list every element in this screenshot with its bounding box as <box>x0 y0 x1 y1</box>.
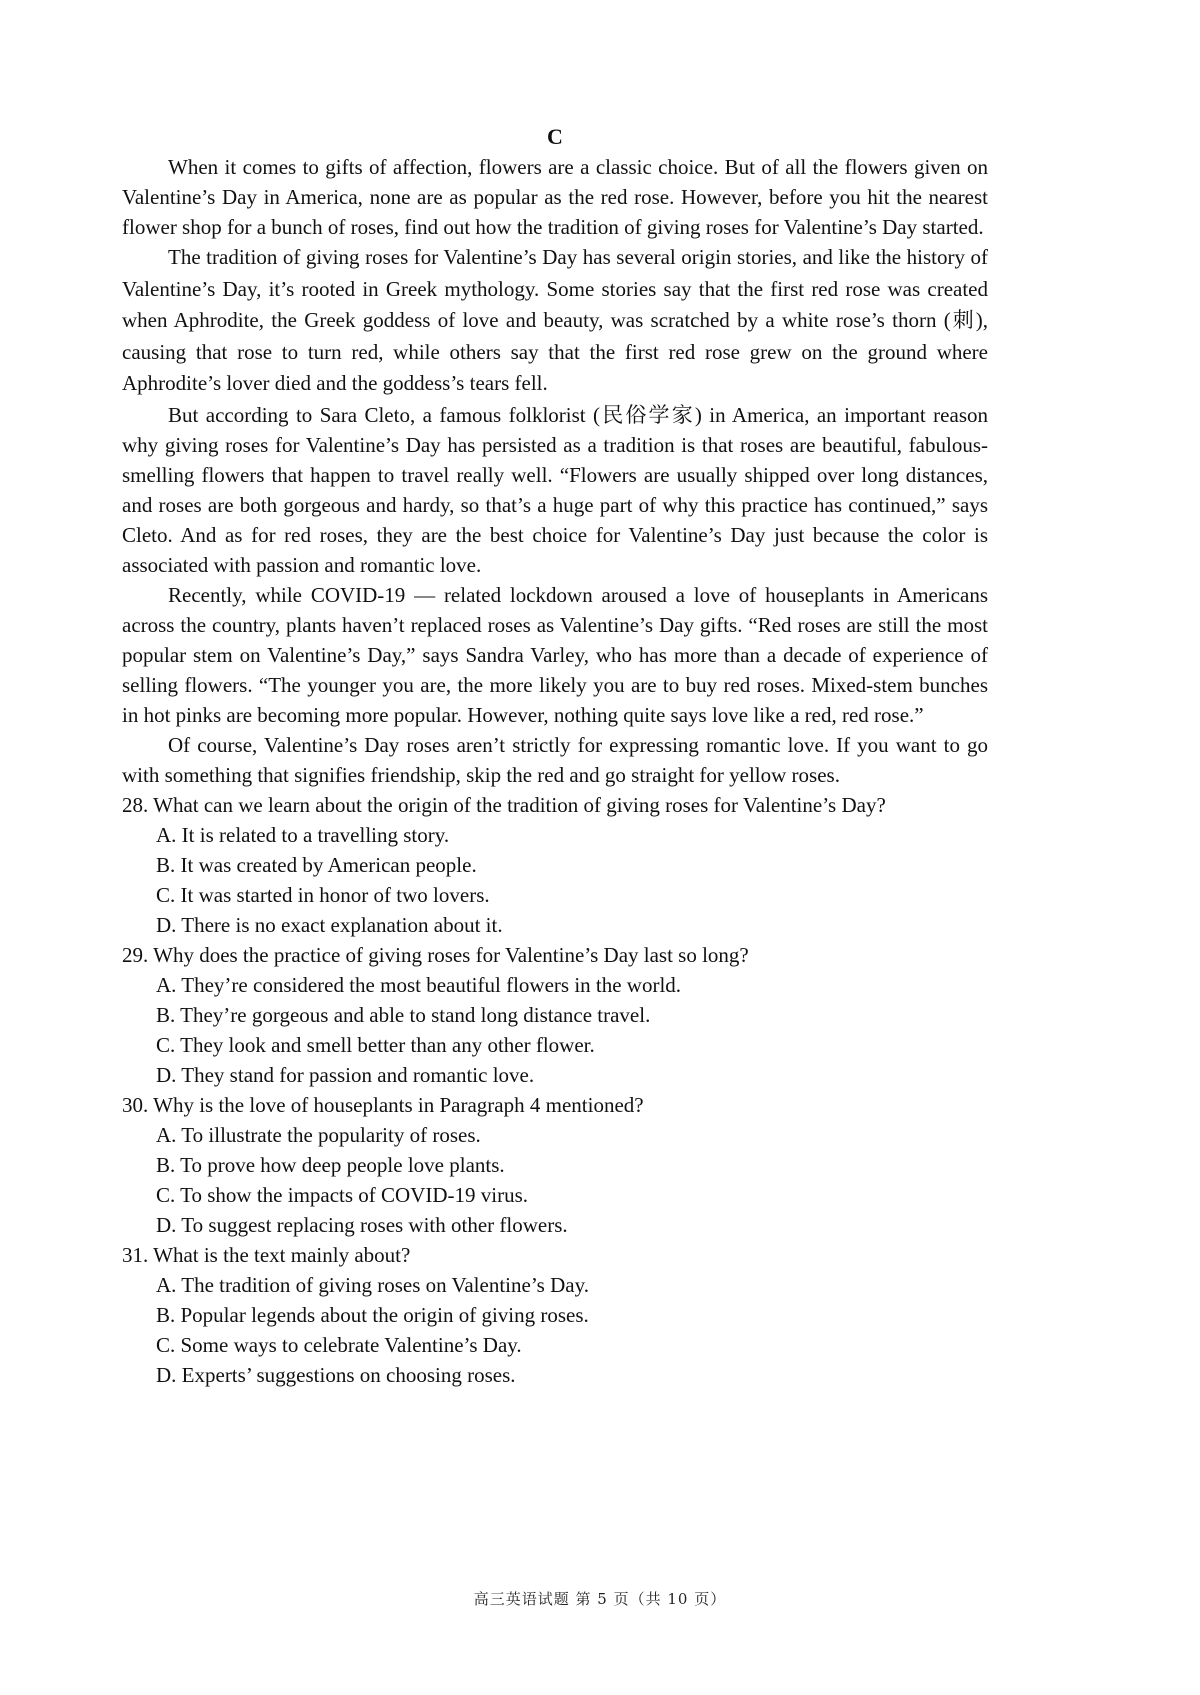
question-28 <box>122 790 988 940</box>
option-a: A. To illustrate the popularity of roses. <box>156 1122 481 1147</box>
passage-paragraph-3: But according to Sara Cleto, a famous folklorist (民俗学家) in America, an important reason why giving roses for Valentine’s Day has persisted as a tradition is that roses are beautiful, fabulous-smelling flowers that happen to travel really well. “Flowers are usually shipped over long distances, and roses are both gorgeous and hardy, so that’s a huge part of why this practice has continued,” says Cleto. And as for red roses, they are the best choice for Valentine’s Day just because the color is associated with passion and romantic love. <box>122 402 988 577</box>
passage-paragraph-1: When it comes to gifts of affection, flowers are a classic choice. But of all the flowers given on Valentine’s Day in America, none are as popular as the red rose. However, before you hit the nearest flower shop for a bunch of roses, find out how the tradition of giving roses for Valentine’s Day started. <box>122 155 988 239</box>
exam-page <box>122 122 988 1390</box>
page-footer: 高三英语试题 第 5 页（共 10 页） <box>473 1590 727 1608</box>
option-d: D. There is no exact explanation about it. <box>156 912 503 937</box>
section-label: C <box>547 124 563 149</box>
option-b: B. Popular legends about the origin of giving roses. <box>156 1302 589 1327</box>
option-c: C. They look and smell better than any other flower. <box>156 1032 595 1057</box>
passage-paragraph-4: Recently, while COVID-19 — related lockdown aroused a love of houseplants in Americans across the country, plants haven’t replaced roses as Valentine’s Day gifts. “Red roses are still the most popular stem on Valentine’s Day,” says Sandra Varley, who has more than a decade of experience of selling flowers. “The younger you are, the more likely you are to buy red roses. Mixed-stem bunches in hot pinks are becoming more popular. However, nothing quite says love like a red, red rose.” <box>122 582 988 727</box>
option-c: C. Some ways to celebrate Valentine’s Day. <box>156 1332 522 1357</box>
option-b: B. To prove how deep people love plants. <box>156 1152 505 1177</box>
option-d: D. To suggest replacing roses with other flowers. <box>156 1212 568 1237</box>
option-c: C. To show the impacts of COVID-19 virus. <box>156 1182 529 1207</box>
option-b: B. They’re gorgeous and able to stand long distance travel. <box>156 1002 651 1027</box>
question-stem: 29. Why does the practice of giving roses for Valentine’s Day last so long? <box>122 942 749 967</box>
option-d: D. Experts’ suggestions on choosing roses. <box>156 1362 516 1387</box>
option-a: A. They’re considered the most beautiful flowers in the world. <box>156 972 682 997</box>
option-a: A. The tradition of giving roses on Valentine’s Day. <box>156 1272 589 1297</box>
question-30 <box>122 1090 988 1240</box>
passage-paragraph-2: The tradition of giving roses for Valentine’s Day has several origin stories, and like the history of Valentine’s Day, it’s rooted in Greek mythology. Some stories say that the first red rose was created when Aphrodite, the Greek goddess of love and beauty, was scratched by a white rose’s thorn (刺), causing that rose to turn red, while others say that the first red rose grew on the ground where Aphrodite’s lover died and the goddess’s tears fell. <box>122 245 988 395</box>
reading-passage <box>122 152 988 790</box>
option-a: A. It is related to a travelling story. <box>156 822 450 847</box>
question-stem: 28. What can we learn about the origin of the tradition of giving roses for Valentine’s Day? <box>122 792 886 817</box>
question-list <box>122 790 988 1390</box>
question-stem: 30. Why is the love of houseplants in Paragraph 4 mentioned? <box>122 1092 644 1117</box>
question-29 <box>122 940 988 1090</box>
passage-paragraph-5: Of course, Valentine’s Day roses aren’t strictly for expressing romantic love. If you want to go with something that signifies friendship, skip the red and go straight for yellow roses. <box>122 732 988 787</box>
option-d: D. They stand for passion and romantic love. <box>156 1062 535 1087</box>
question-31 <box>122 1240 988 1390</box>
option-b: B. It was created by American people. <box>156 852 477 877</box>
question-stem: 31. What is the text mainly about? <box>122 1242 411 1267</box>
option-c: C. It was started in honor of two lovers. <box>156 882 490 907</box>
